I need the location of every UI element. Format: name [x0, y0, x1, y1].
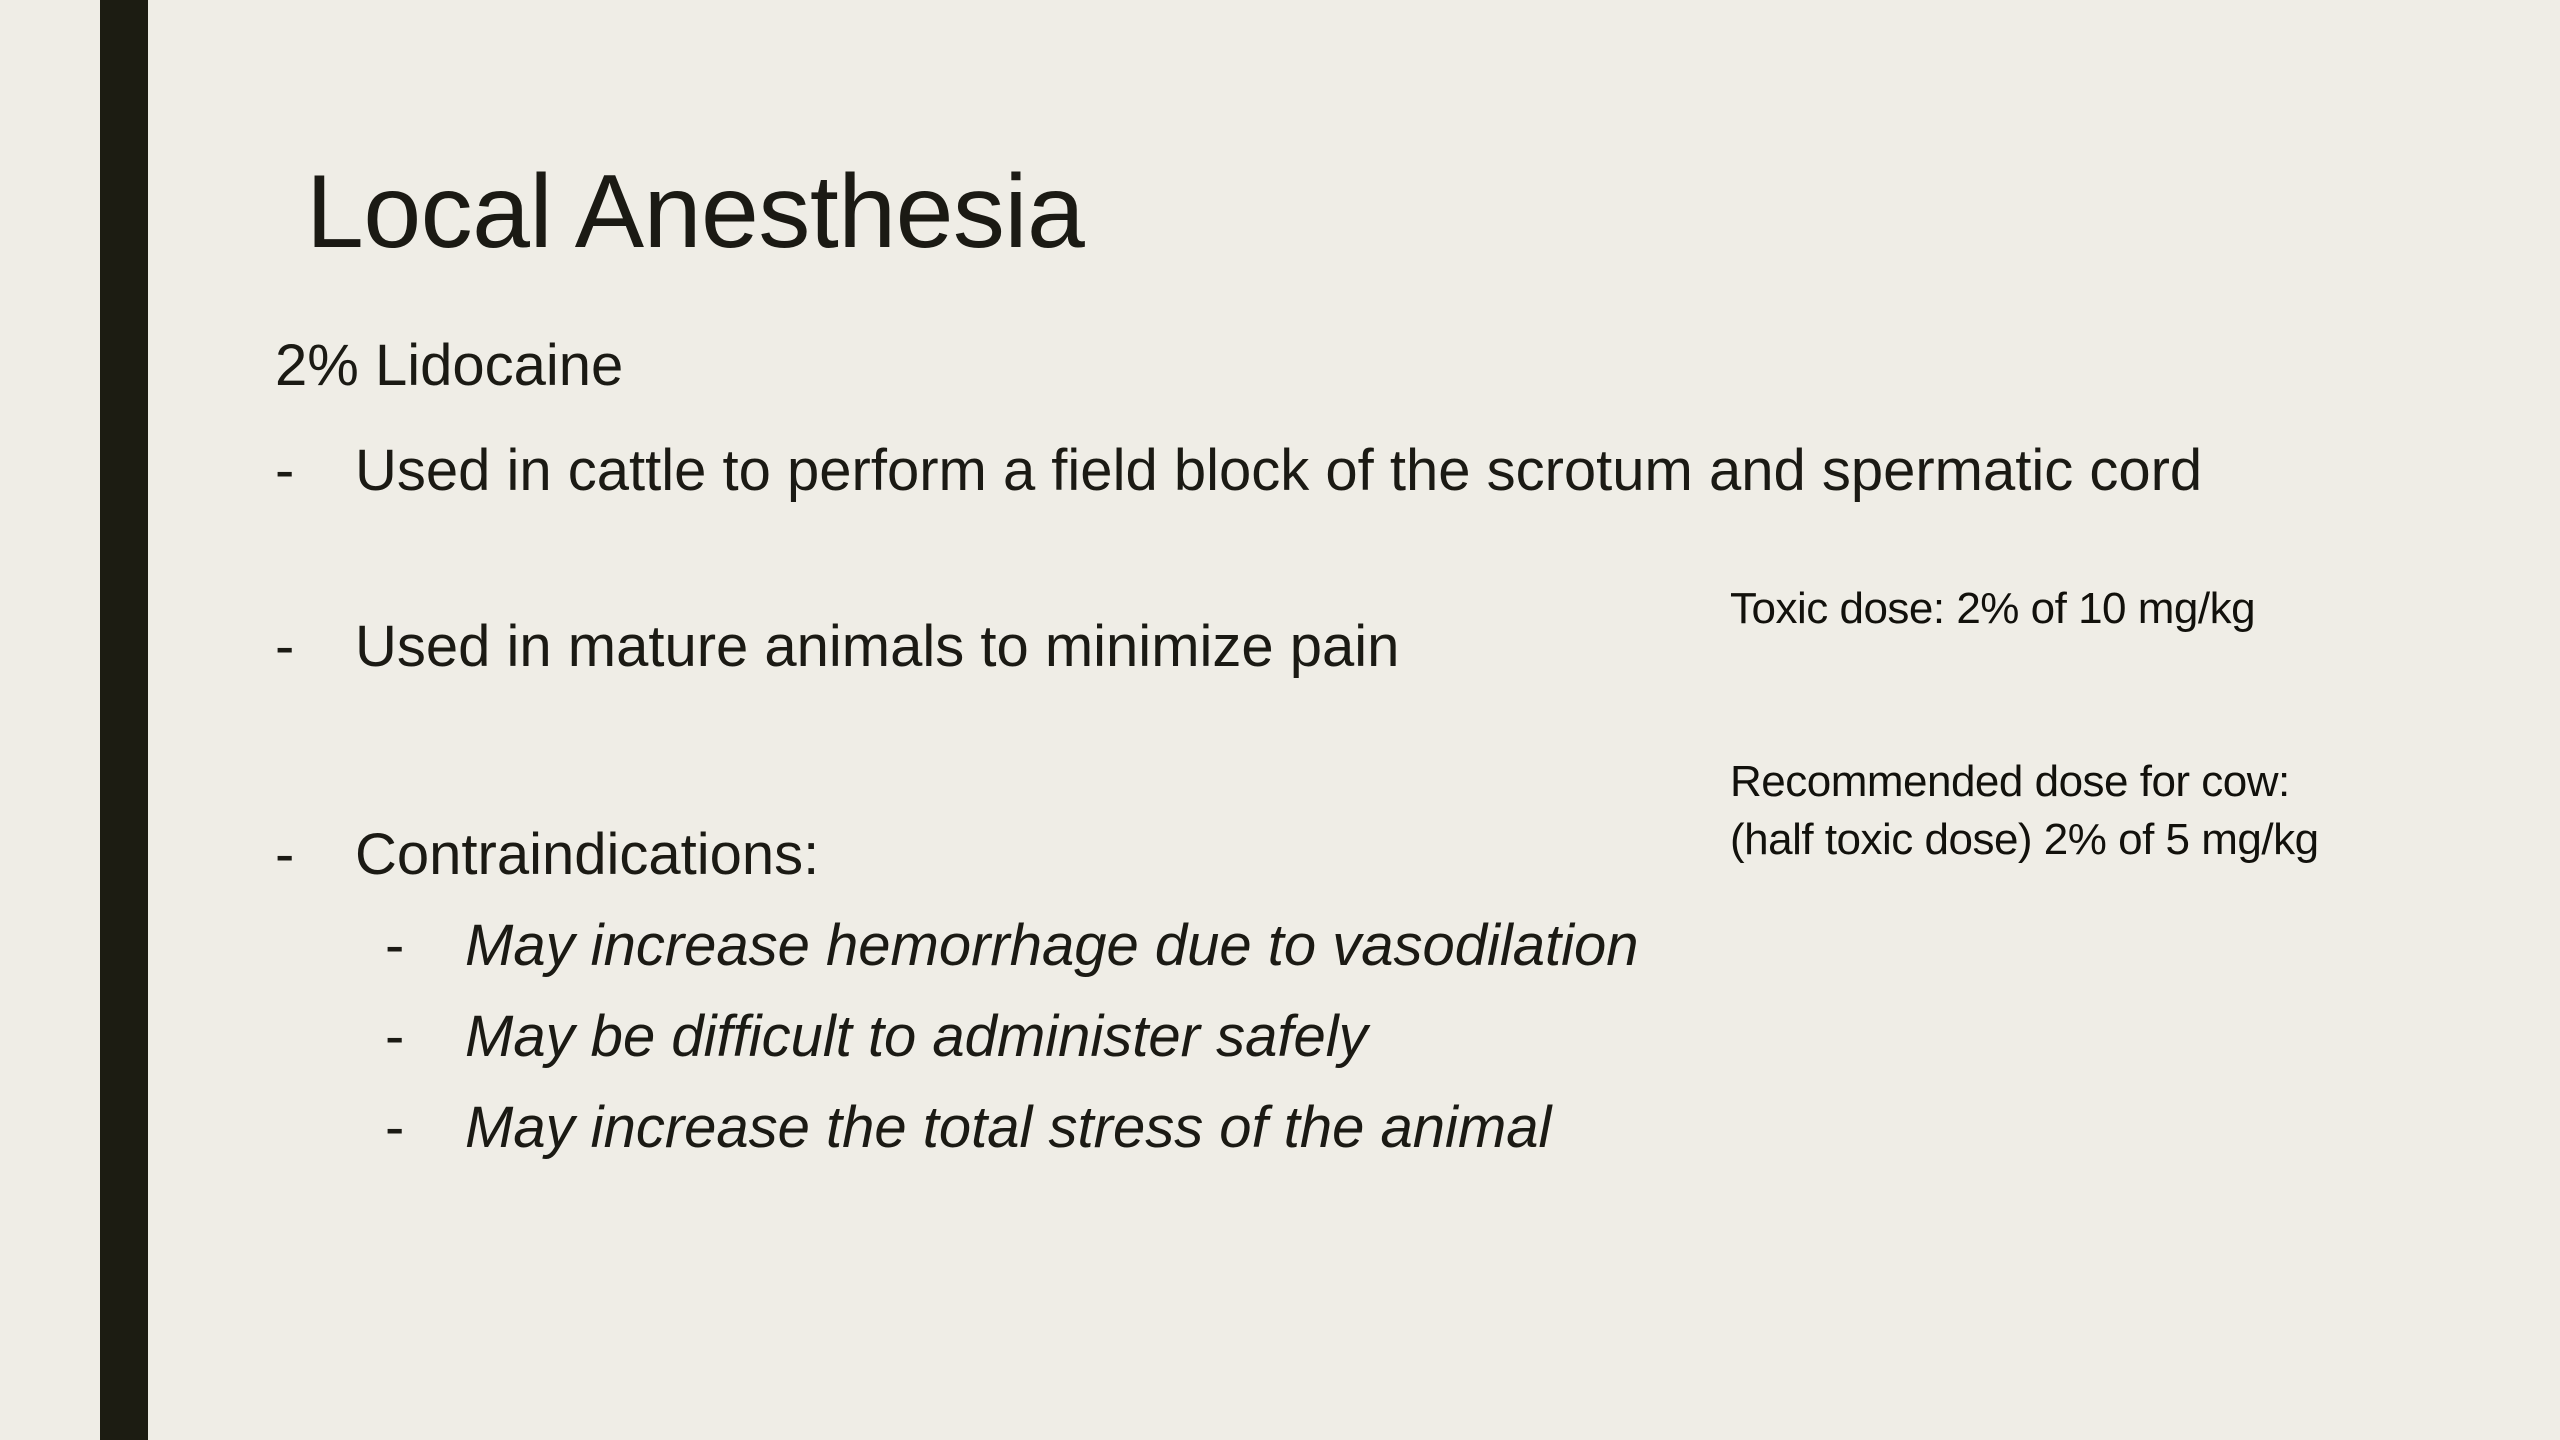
- recommended-dose-note: [1730, 753, 2490, 869]
- contraindication-text: May be difficult to administer safely: [465, 1004, 1368, 1069]
- bullet-marker: -: [275, 822, 295, 887]
- contraindication-text: May increase the total stress of the animal: [465, 1095, 1552, 1160]
- bullet-marker: -: [385, 913, 405, 978]
- bullet-marker: -: [385, 1095, 405, 1160]
- bullet-marker: -: [385, 1004, 405, 1069]
- bullet-text: Used in mature animals to minimize pain: [355, 614, 1400, 679]
- bullet-text: Used in cattle to perform a field block of the scrotum and spermatic cord: [355, 438, 2203, 503]
- recommended-dose-line-1: Recommended dose for cow:: [1730, 757, 2290, 806]
- accent-bar: [100, 0, 148, 1440]
- bullet-text: Contraindications:: [355, 822, 820, 887]
- drug-name: 2% Lidocaine: [275, 333, 624, 398]
- contraindication-text: May increase hemorrhage due to vasodilation: [465, 913, 1639, 978]
- slide-title: Local Anesthesia: [306, 154, 1085, 270]
- bullet-marker: -: [275, 614, 295, 679]
- recommended-dose-line-2: (half toxic dose) 2% of 5 mg/kg: [1730, 815, 2319, 864]
- bullet-marker: -: [275, 438, 295, 503]
- toxic-dose-note: Toxic dose: 2% of 10 mg/kg: [1730, 584, 2256, 633]
